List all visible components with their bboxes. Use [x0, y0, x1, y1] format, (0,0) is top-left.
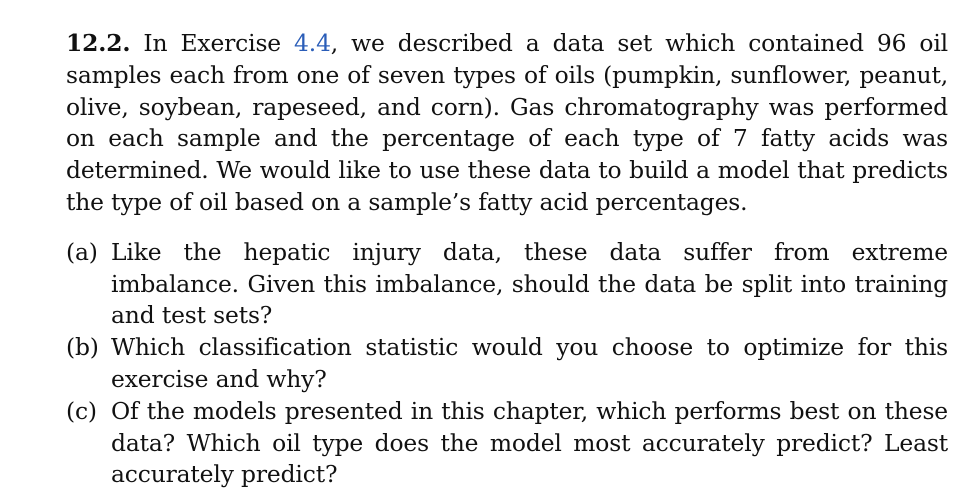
- part-text: Which classification statistic would you choose to optimize for this exercise and why?: [111, 333, 948, 393]
- intro-text-start: In Exercise: [130, 29, 295, 57]
- part-label: (a): [66, 237, 98, 266]
- exercise-intro: [66, 28, 948, 219]
- exercise-part-c: [66, 396, 948, 491]
- exercise-part-b: [66, 332, 948, 396]
- intro-text-rest: , we described a data set which contained 96 oil samples each from one of seven types of oils (pumpkin, sunflower, peanut, olive, soybean, rapeseed, and corn). Gas chromatography was performed on each sample and the percentage of each type of 7 fatty acids was determined. We would like to use these data to build a model that predicts the type of oil based on a sample’s fatty acid percentages.: [66, 29, 948, 216]
- exercise-number: 12.2.: [66, 29, 131, 57]
- exercise-parts-list: [66, 237, 948, 491]
- exercise-part-a: [66, 237, 948, 332]
- part-label: (b): [66, 333, 99, 362]
- part-text: Of the models presented in this chapter, which performs best on these data? Which oil type does the model most accurately predict? Least accurately predict?: [111, 396, 948, 489]
- exercise-12-2: [66, 28, 948, 491]
- exercise-reference-link[interactable]: 4.4: [294, 29, 331, 57]
- part-text: Like the hepatic injury data, these data suffer from extreme imbalance. Given this imbalance, should the data be split into training and test sets?: [111, 237, 948, 330]
- part-label: (c): [66, 396, 97, 425]
